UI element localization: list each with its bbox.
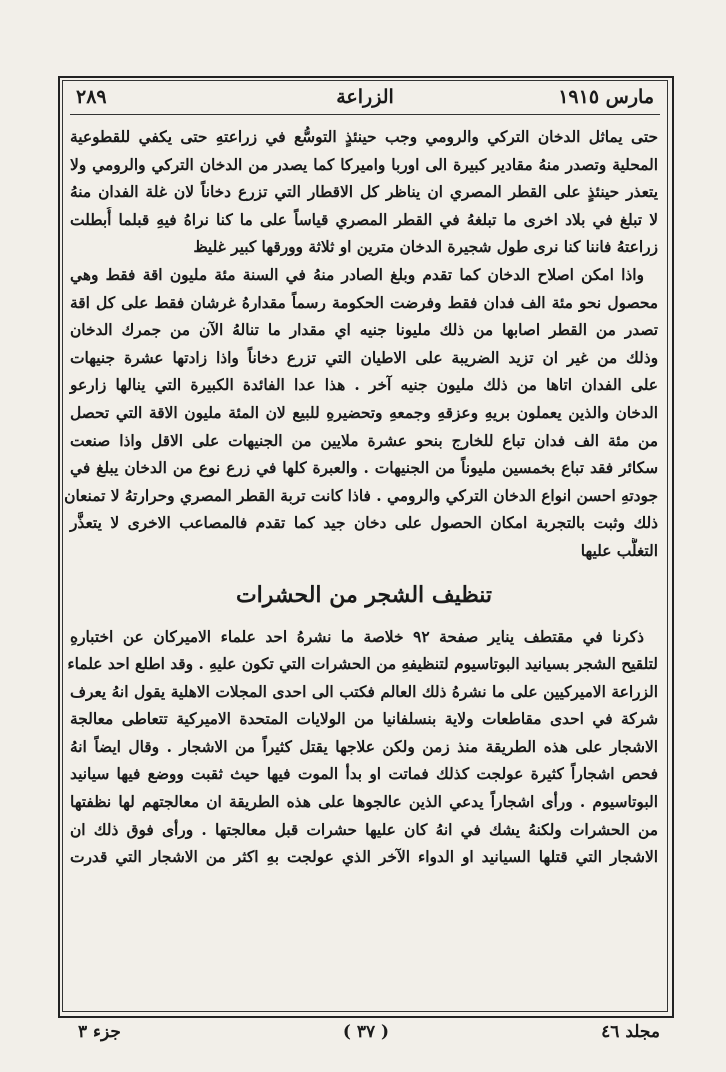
page-number: ٢٨٩ xyxy=(76,86,107,108)
text-line: المحلية وتصدر منهُ مقادير كبيرة الى اوربا واميركا كما يصدر من الدخان التركي والرومي ولا xyxy=(70,155,658,174)
header-date: مارس ١٩١٥ xyxy=(558,86,654,108)
text-line: الاشجار على هذه الطريقة منذ زمن ولكن علاجها يقتل كثيراً من الاشجار . وقال ايضاً انهُ xyxy=(70,737,658,756)
text-line: على الفدان اتاها من ذلك مليون جنيه آخر . هذا عدا الفائدة الكبيرة التي ينالها زارعو xyxy=(70,376,658,395)
text-line: تصدر من القطر اصابها من ذلك مليونا جنيه اي مقدار ما تنالهُ الآن من جمرك الدخان xyxy=(70,321,658,340)
text-line: الزراعة الاميركيين على ما نشرهُ ذلك العالم فكتب الى احدى المجلات الاهلية يقول انهُ يعرف xyxy=(70,682,658,701)
header-title: الزراعة xyxy=(336,86,394,108)
text-line: شركة في احدى مقاطعات ولاية بنسلفانيا من الولايات المتحدة الاميركية تتعاطى معالجة xyxy=(70,710,658,729)
text-line: سكائر فقد تباع بخمسين مليوناً من الجنيهات . والعبرة كلها في زرع نوع من الدخان يبلغ في xyxy=(70,459,658,478)
article-body xyxy=(62,124,666,872)
page-footer xyxy=(58,1016,674,1050)
footer-issue-number: ( ٣٧ ) xyxy=(342,1022,390,1042)
running-header xyxy=(70,84,660,115)
paragraph-start-line: واذا امكن اصلاح الدخان كما تقدم وبلغ الصادر منهُ في السنة مئة مليون اقة فقط وهي xyxy=(70,265,644,284)
paragraph-start-line: ذكرنا في مقتطف يناير صفحة ٩٢ خلاصة ما نشرهُ احد علماء الاميركان عن اختبارهِ xyxy=(70,627,644,646)
text-line: فحص اشجاراً كثيرة عولجت كذلك فماتت او بدأ الموت فيها حيث ثقبت ووضع فيها سيانيد xyxy=(70,765,658,784)
text-line: ذلك وثبت بالتجربة امكان الحصول على دخان جيد كما تقدم فالمصاعب الاخرى لا يتعذَّر xyxy=(70,514,658,533)
footer-part: جزء ٣ xyxy=(78,1022,121,1042)
text-line: من الحشرات ولكنهُ يشك في انهُ كان عليها حشرات قبل معالجتها . ورأى فوق ذلك ان xyxy=(70,820,658,839)
text-line: وذلك من غير ان تزيد الضريبة على الاطيان التي تزرع دخاناً واذا زادتها عشرة جنيهات xyxy=(70,348,658,367)
text-line: من مئة الف فدان تباع للخارج بنحو عشرة ملايين من الجنيهات على الاقل واذا صنعت xyxy=(70,431,658,450)
text-line: زراعتهُ فاننا كنا نرى طول شجيرة الدخان مترين او ثلاثة وورقها كبير غليظ xyxy=(193,238,658,257)
text-line: التغلُّب عليها xyxy=(580,541,658,560)
text-line: حتى يماثل الدخان التركي والرومي وجب حينئذٍ التوسُّع في زراعتهِ حتى يكفي للقطوعية xyxy=(70,128,658,146)
section-heading: تنظيف الشجر من الحشرات xyxy=(235,581,493,608)
text-line: لتلقيح الشجر بسيانيد البوتاسيوم لتنظيفهِ من الحشرات التي تكون عليهِ . وقد اطلع احد علماء xyxy=(67,655,658,674)
text-line: الاشجار التي قتلها السيانيد او الدواء الآخر الذي عولجت بهِ اكثر من الاشجار التي قدرت xyxy=(70,848,658,867)
text-line: الدخان والذين يعملون بريهِ وعزقهِ وجمعهِ وتحضيرهِ للبيع لان المئة مليون الاقة التي تحصل xyxy=(70,403,658,422)
text-line: محصول نحو مئة الف فدان فقط وفرضت الحكومة رسماً مقدارهُ غرشان فقط على كل اقة xyxy=(70,293,658,312)
text-line: جودتهِ احسن انواع الدخان التركي والرومي . فاذا كانت تربة القطر المصري وحرارتهُ لا تمنعان xyxy=(64,486,658,505)
text-line: يتعذر حينئذٍ على القطر المصري ان يناظر كل الاقطار التي تزرع دخاناً لان غلة الفدان منهُ xyxy=(70,183,658,202)
footer-volume: مجلد ٤٦ xyxy=(601,1022,660,1042)
text-line: لا تبلغ في بلاد اخرى ما تبلغهُ في القطر المصري قياساً على ما كنا نراهُ فيهِ قبلما أُبطلت xyxy=(70,210,658,229)
text-line: البوتاسيوم . ورأى اشجاراً يدعي الذين عالجوها على هذه الطريقة ان معالجتهم لها نظفتها xyxy=(70,793,658,812)
